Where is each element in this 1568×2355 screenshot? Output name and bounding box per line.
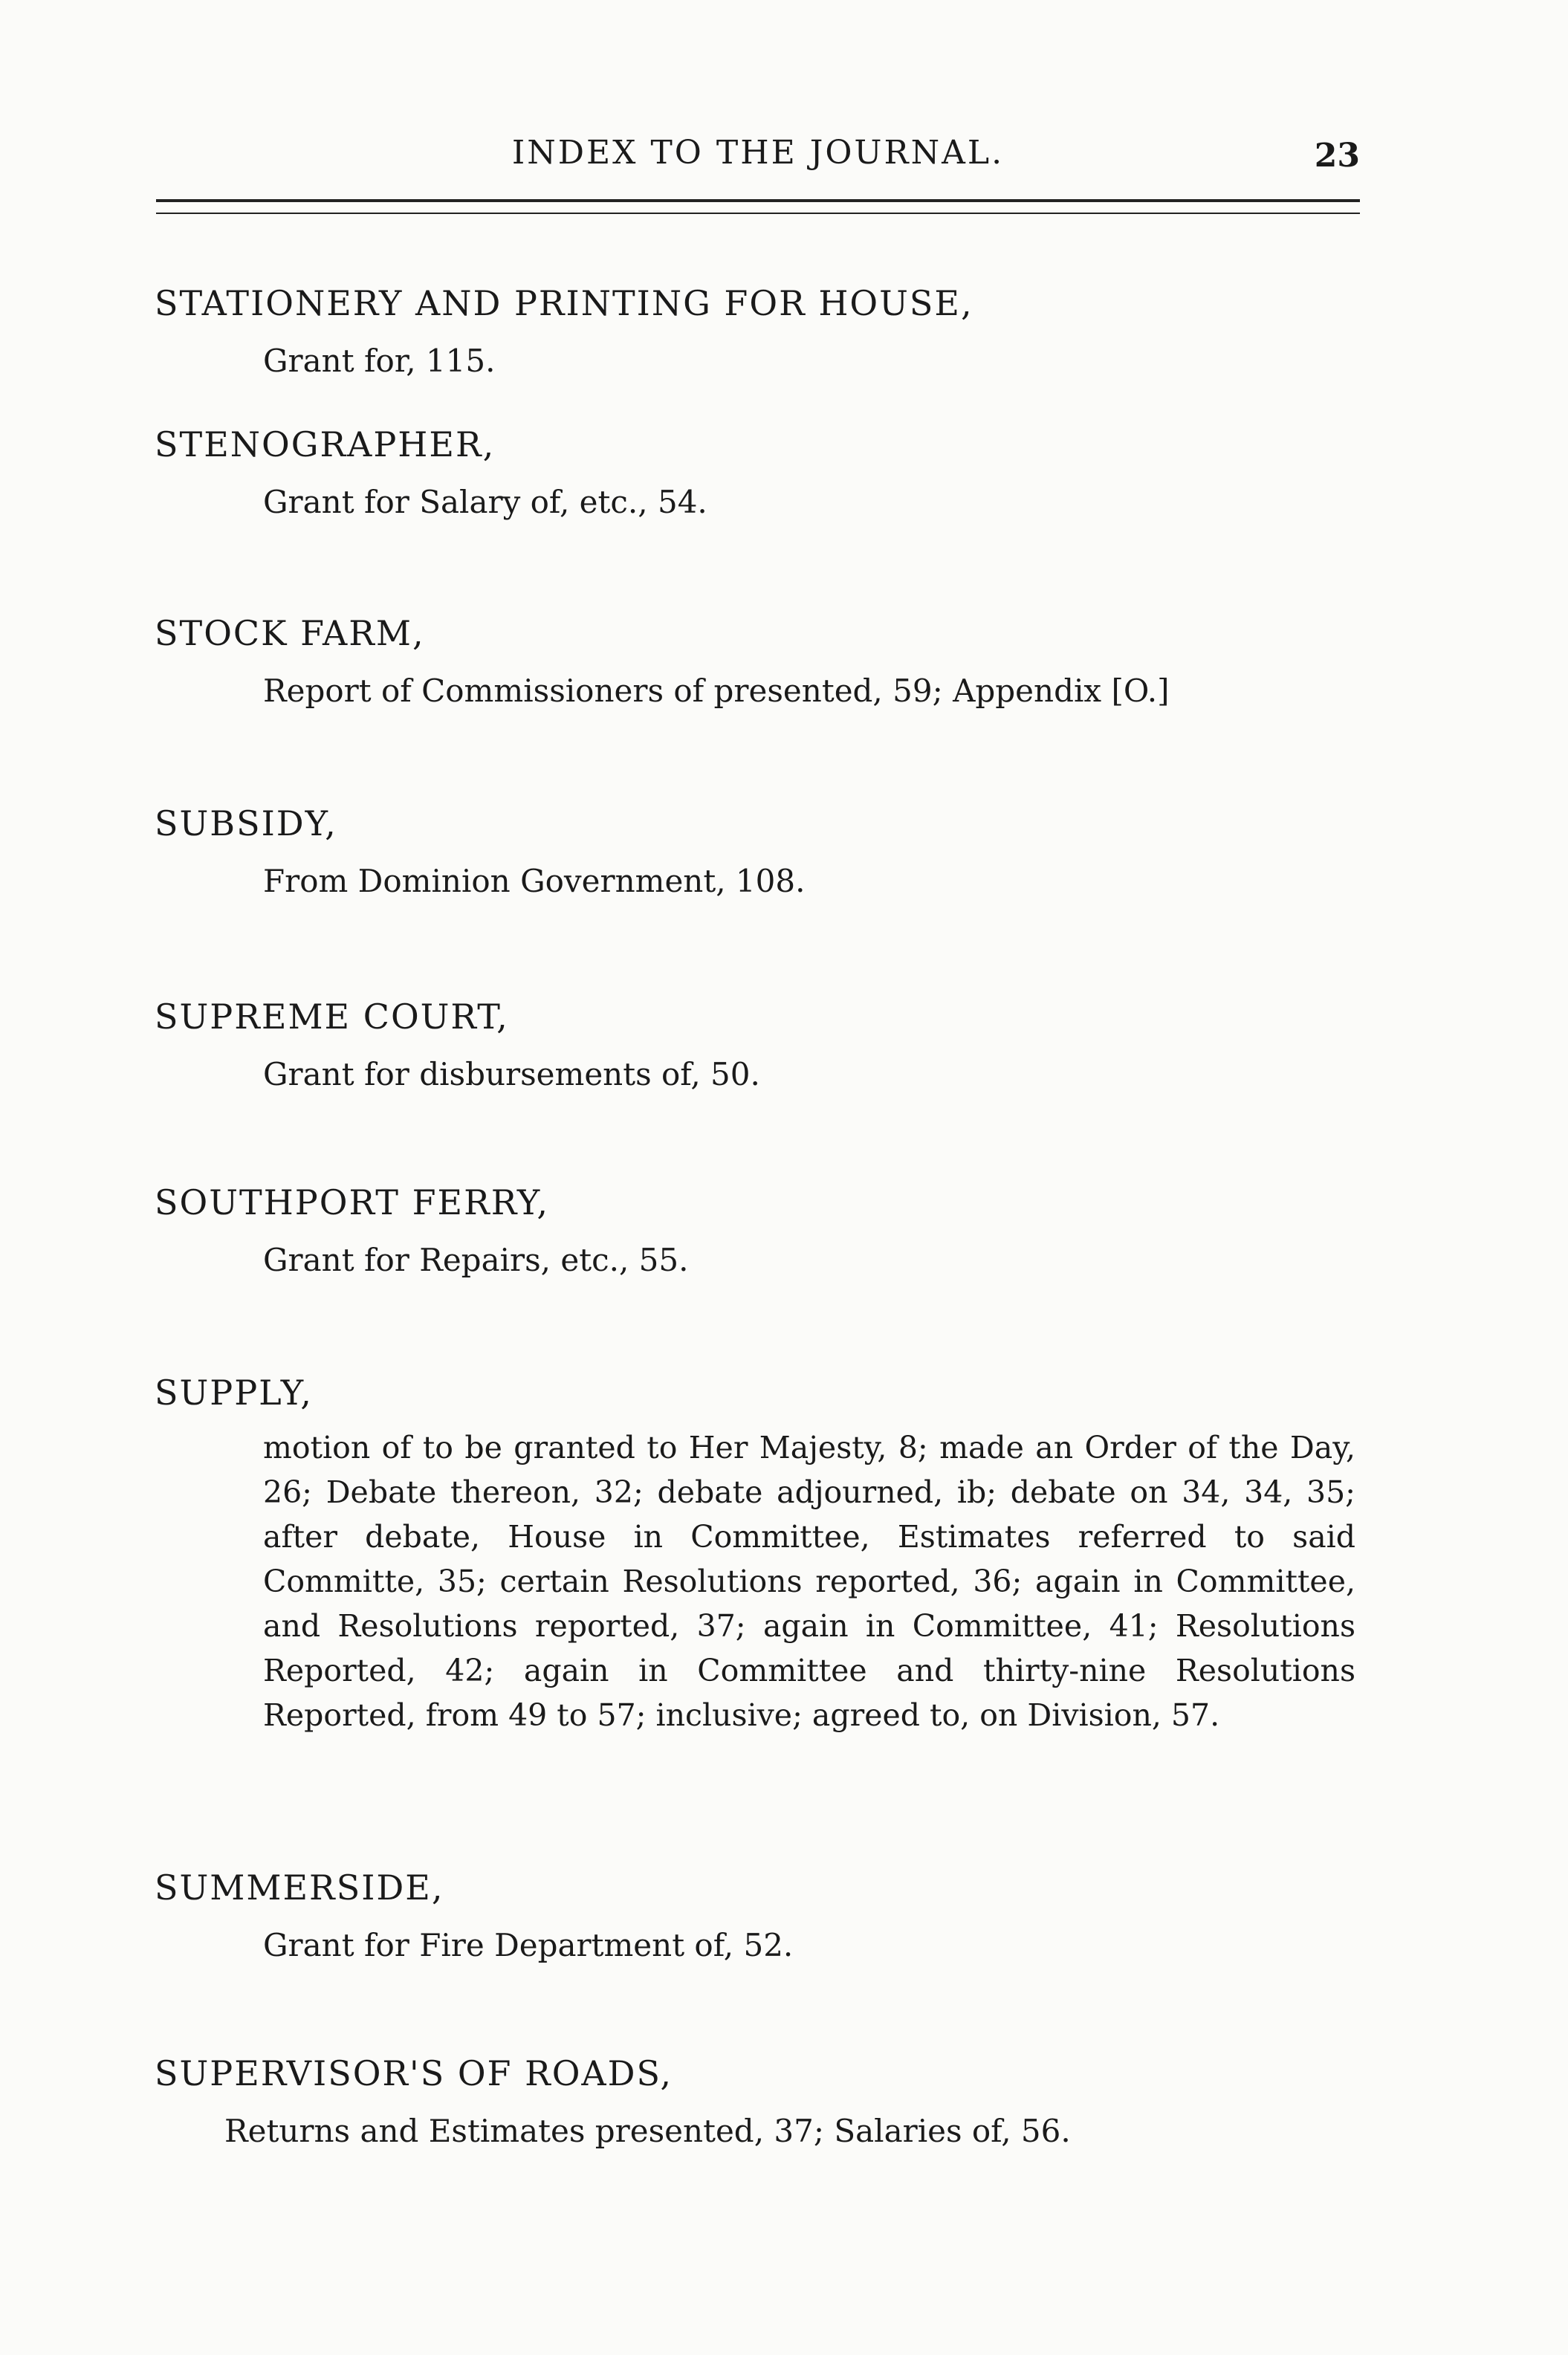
running-head <box>156 134 1360 178</box>
index-entry-summerside <box>155 1865 1373 1968</box>
index-entry-southport-ferry <box>155 1180 1373 1283</box>
entry-heading: SUMMERSIDE, <box>155 1868 444 1908</box>
entry-heading: SUPREME COURT, <box>155 997 509 1037</box>
entry-heading: STOCK FARM, <box>155 613 425 653</box>
entry-heading: SOUTHPORT FERRY, <box>155 1182 549 1222</box>
entry-text: Grant for Repairs, etc., 55. <box>263 1242 689 1278</box>
header-rule-thin <box>156 213 1360 214</box>
entry-heading: SUPPLY, <box>155 1373 313 1413</box>
entry-heading: STATIONERY AND PRINTING FOR HOUSE, <box>155 283 973 323</box>
entry-text: motion of to be granted to Her Majesty, 8; made an Order of the Day, 26; Debate thereon, 32; debate adjourned, ib; debate on 34, 34, 35; after debate, House in Committee, Estimates referred to said Committe, 35; certain Resolutions reported, 36; again in Committee, and Resolutions reported, 37; again in Committee, 41; Resolutions Reported, 42; again in Committee and thirty-nine Resolutions Reported, from 49 to 57; inclusive; agreed to, on Division, 57. <box>263 1430 1355 1733</box>
index-entry-subsidy <box>155 801 1373 904</box>
entry-text: Report of Commissioners of presented, 59; Appendix [O.] <box>263 673 1170 709</box>
index-entry-supreme-court <box>155 994 1373 1097</box>
entry-text: Grant for Fire Department of, 52. <box>263 1927 794 1963</box>
index-entry-supply <box>155 1370 1373 1737</box>
entry-text: Grant for Salary of, etc., 54. <box>263 484 707 520</box>
entry-heading: STENOGRAPHER, <box>155 424 496 464</box>
index-entry-stenographer <box>155 422 1373 525</box>
page-number: 23 <box>1314 137 1360 175</box>
entry-heading: SUPERVISOR'S OF ROADS, <box>155 2053 673 2093</box>
index-entry-stationery <box>155 281 1373 383</box>
entry-text: Returns and Estimates presented, 37; Salaries of, 56. <box>224 2113 1071 2149</box>
entry-text: Grant for disbursements of, 50. <box>263 1056 760 1092</box>
index-entry-supervisors-of-roads <box>155 2051 1373 2154</box>
index-entry-stock-farm <box>155 611 1373 713</box>
entry-heading: SUBSIDY, <box>155 803 337 843</box>
entry-text: From Dominion Government, 108. <box>263 863 806 899</box>
header-rule-thick <box>156 199 1360 202</box>
entry-text: Grant for, 115. <box>263 343 496 379</box>
running-title: INDEX TO THE JOURNAL. <box>511 134 1005 172</box>
